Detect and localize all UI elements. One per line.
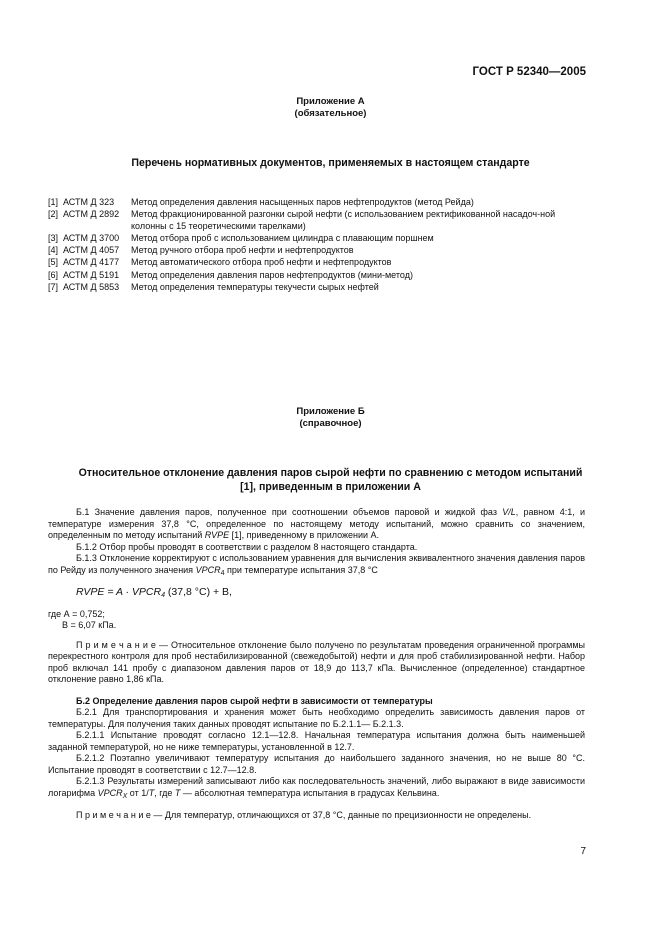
b1-vl: V/L: [502, 507, 516, 517]
b213-text-2: от 1/: [127, 787, 149, 798]
standard-id: ГОСТ Р 52340—2005: [472, 66, 586, 78]
paragraph-b13: [48, 553, 585, 579]
appendix-b-heading: [60, 466, 601, 494]
reference-item: [48, 208, 593, 232]
reference-item: [48, 269, 593, 281]
b13-vpcr: VPCR: [195, 564, 221, 575]
reference-title: Метод ручного отбора проб нефти и нефтепродуктов: [131, 245, 354, 256]
section-b2-heading: Б.2 Определение давления паров сырой нефти в зависимости от температуры: [76, 695, 433, 706]
reference-title: Метод фракционированной разгонки сырой нефти (с использованием ректификованной насадоч-ной колонны с 15 теоретическими тарелками): [131, 209, 556, 232]
appendix-b-title: Приложение Б: [296, 406, 365, 417]
appendix-a-subtitle: (обязательное): [294, 108, 367, 119]
appendix-b-heading-line1: Относительное отклонение давления паров сырой нефти по сравнению с методом испытаний: [78, 467, 583, 479]
note-2-label: П р и м е ч а н и е: [76, 810, 151, 820]
appendix-b-heading-line2: [1], приведенным в приложении А: [240, 481, 421, 493]
b1-text-2: , равном 4:1, и температуре измерения 37,8 °С, определенное по настоящему методу испытаний, можно сравнить со значением, определенным по методу испытаний: [48, 507, 586, 540]
b13-text: Б.1.3 Отклонение корректируют с использованием уравнения для вычисления эквивалентного значения давления паров по Рейду из полученного значения: [48, 553, 585, 575]
b1-rvpe: RVPE: [204, 530, 230, 540]
reference-item: [48, 196, 593, 208]
appendix-b-subtitle: (справочное): [299, 418, 362, 429]
b1-text: Б.1 Значение давления паров, полученное при соотношении объемов паровой и жидкой фаз: [76, 507, 503, 517]
reference-title: Метод отбора проб с использованием цилиндра с плавающим поршнем: [131, 233, 434, 244]
reference-number: [5]: [48, 257, 59, 268]
b1-text-3: [1], приведенному в приложении А.: [229, 530, 380, 540]
reference-code: АСТМ Д 3700: [63, 233, 120, 244]
paragraph-b1: [48, 507, 585, 542]
note-1-text: — Относительное отклонение было получено по результатам проведения ограниченной программы перекрестного контроля для проб нестабилизированной (свежедобытой) нефти и для проб стабилизированной нефти. Набор проб включал 141 пробу с диапазоном давления паров от 18,9 до 113,7 кПа. Вычисленное (определенное) стандартное отклонение равно 1,86 кПа.: [48, 639, 585, 684]
paragraph-b212: Б.2.1.2 Поэтапно увеличивают температуру испытания до наибольшего заданного значения, но не выше 80 °С. Испытание проводят в соответствии с 12.7—12.8.: [48, 753, 585, 775]
b13-subscript: 4: [220, 569, 225, 577]
reference-title: Метод автоматического отбора проб нефти и нефтепродуктов: [131, 257, 392, 268]
b213-text-4: — абсолютная температура испытания в градусах Кельвина.: [180, 787, 440, 798]
reference-title: Метод определения давления паров нефтепродуктов (мини-метод): [131, 269, 413, 280]
b213-subscript: X: [122, 792, 128, 800]
equation-rhs: (37,8 °С) + В,: [165, 586, 232, 598]
reference-code: АСТМ Д 2892: [63, 209, 120, 220]
b13-text-2: при температуре испытания 37,8 °С: [224, 564, 378, 575]
reference-code: АСТМ Д 4057: [63, 245, 120, 256]
reference-code: АСТМ Д 323: [63, 197, 115, 207]
b213-text: Б.2.1.3 Результаты измерений записывают либо как последовательность значений, либо выражают в виде зависимости логарифма: [48, 776, 585, 798]
paragraph-b12: Б.1.2 Отбор пробы проводят в соответствии с разделом 8 настоящего стандарта.: [76, 541, 418, 552]
note-1-label: П р и м е ч а н и е: [76, 639, 156, 650]
where-b: В = 6,07 кПа.: [62, 620, 117, 630]
reference-number: [4]: [48, 245, 59, 256]
appendix-a-heading: Перечень нормативных документов, применяемых в настоящем стандарте: [131, 157, 530, 169]
note-2: [48, 810, 585, 822]
reference-number: [1]: [48, 197, 59, 207]
page-number: 7: [580, 846, 586, 857]
paragraph-b21: Б.2.1 Для транспортирования и хранения может быть необходимо определить зависимость давления паров от температуры. Для получения таких данных проводят испытание по Б.2.1.1— Б.2.1.3.: [48, 707, 585, 729]
note-1: [48, 640, 585, 686]
paragraph-b211: Б.2.1.1 Испытание проводят согласно 12.1—12.8. Начальная температура испытания должна быть наименьшей заданной температурой, но не ниже температуры, установленной в 12.7.: [48, 730, 585, 752]
where-a: где А = 0,752;: [48, 608, 105, 619]
reference-item: [48, 244, 593, 256]
reference-item: [48, 281, 593, 293]
equation: [76, 587, 585, 602]
reference-number: [3]: [48, 233, 59, 244]
b213-text-3: , где: [154, 787, 175, 798]
b213-t2: T: [174, 787, 181, 798]
reference-code: АСТМ Д 4177: [63, 257, 120, 268]
reference-item: [48, 232, 593, 244]
appendix-b-body: [48, 507, 585, 822]
reference-number: [2]: [48, 209, 59, 220]
equation-subscript: 4: [161, 592, 166, 599]
reference-list: [48, 196, 593, 293]
paragraph-b213: [48, 776, 585, 802]
equation-lhs: RVPE = A · VPCR: [76, 586, 162, 598]
reference-title: Метод определения температуры текучести сырых нефтей: [131, 281, 379, 292]
b213-vpcr: VPCR: [97, 787, 123, 798]
reference-code: АСТМ Д 5191: [63, 269, 120, 280]
reference-code: АСТМ Д 5853: [63, 281, 120, 292]
appendix-a-title: Приложение А: [296, 96, 365, 107]
b213-t: T: [148, 787, 155, 798]
note-2-text: — Для температур, отличающихся от 37,8 °С, данные по прецизионности не определены.: [150, 810, 532, 820]
reference-item: [48, 256, 593, 268]
reference-number: [7]: [48, 281, 59, 292]
reference-title: Метод определения давления насыщенных паров нефтепродуктов (метод Рейда): [131, 197, 474, 207]
reference-number: [6]: [48, 269, 59, 280]
